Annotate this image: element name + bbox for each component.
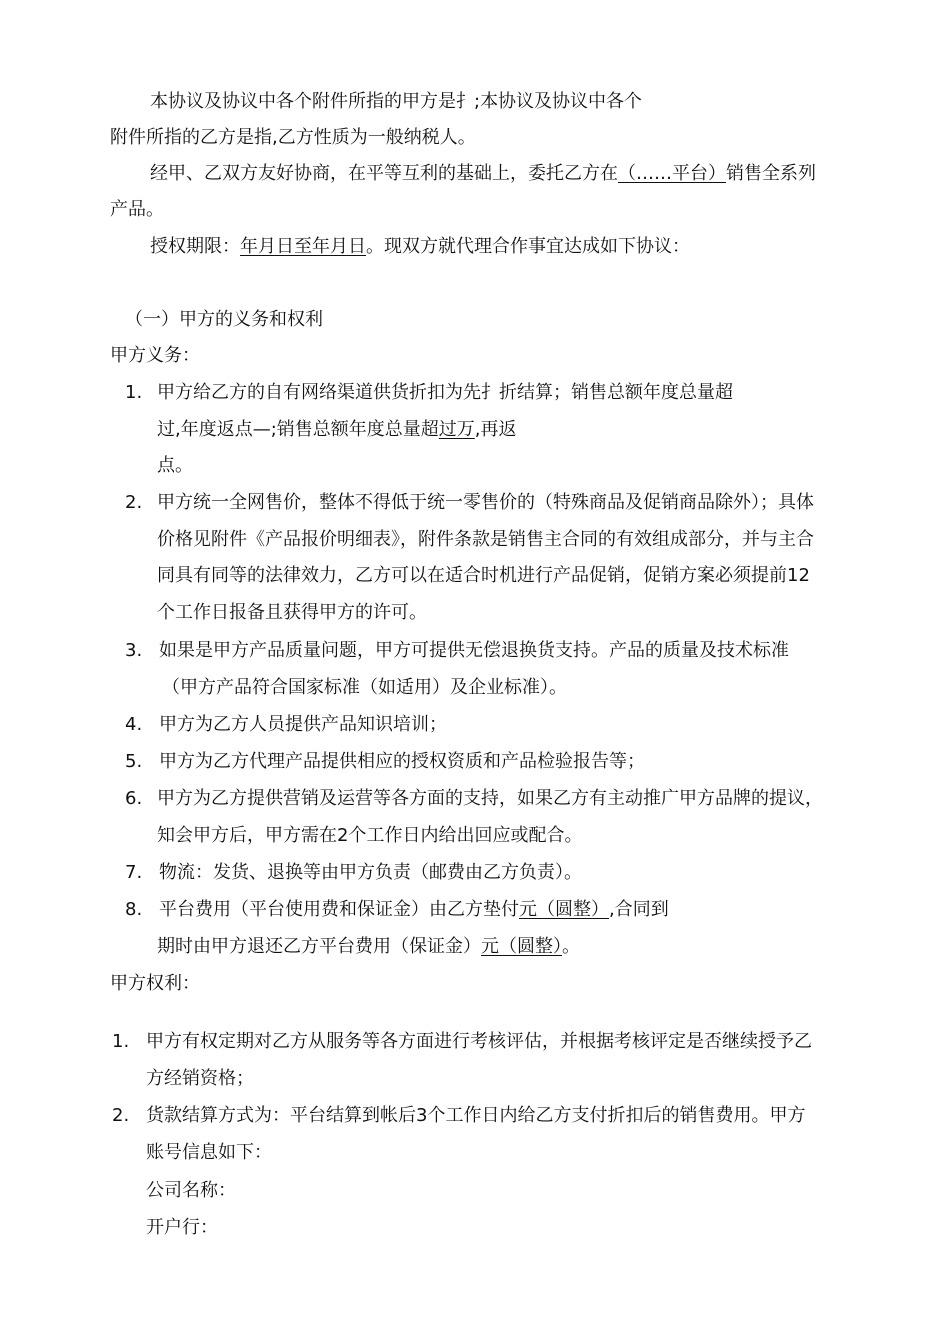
intro-paragraph-2-line-2: 产品。 xyxy=(110,199,164,220)
duty-6-line-1: 甲方为乙方提供营销及运营等各方面的支持，如果乙方有主动推广甲方品牌的提议， xyxy=(157,788,823,809)
right-2-line-2: 账号信息如下： xyxy=(146,1142,272,1163)
duty-7-line-1: 物流：发货、退换等由甲方负责（邮费由乙方负责）。 xyxy=(159,862,582,883)
duty-2-line-2: 价格见附件《产品报价明细表》，附件条款是销售主合同的有效组成部分，并与主合 xyxy=(157,529,814,550)
duty-8-number: 8. xyxy=(125,899,143,920)
duty-6-number: 6. xyxy=(125,788,143,809)
right-1-line-2: 方经销资格； xyxy=(146,1068,254,1089)
duty-3-line-2: （甲方产品符合国家标准（如适用）及企业标准）。 xyxy=(162,677,567,698)
duty-2-number: 2. xyxy=(125,492,143,513)
authorization-period: 授权期限：年月日至年月日。现双方就代理合作事宜达成如下协议： xyxy=(150,236,690,257)
duty-5-number: 5. xyxy=(125,751,143,772)
duty-4-line-1: 甲方为乙方人员提供产品知识培训； xyxy=(159,714,447,735)
date-range-blank: 年月日至年月日 xyxy=(240,236,366,257)
right-2-number: 2. xyxy=(112,1105,130,1126)
right-1-line-1: 甲方有权定期对乙方从服务等各方面进行考核评估，并根据考核评定是否继续授予乙 xyxy=(146,1031,812,1052)
duty-3-line-1: 如果是甲方产品质量问题，甲方可提供无偿退换货支持。产品的质量及技术标准 xyxy=(159,640,789,661)
duty-6-line-2: 知会甲方后，甲方需在2个工作日内给出回应或配合。 xyxy=(157,825,583,846)
duties-label: 甲方义务： xyxy=(110,345,200,366)
platform-blank: （……平台） xyxy=(618,163,726,184)
intro-paragraph-1-line-1: 本协议及协议中各个附件所指的甲方是扌;本协议及协议中各个 xyxy=(150,91,643,112)
rights-label: 甲方权利： xyxy=(110,973,200,994)
right-2-line-1: 货款结算方式为：平台结算到帐后3个工作日内给乙方支付折扣后的销售费用。甲方 xyxy=(146,1105,806,1126)
duty-4-number: 4. xyxy=(125,714,143,735)
duty-2-line-3: 同具有同等的法律效力，乙方可以在适合时机进行产品促销，促销方案必须提前12 xyxy=(157,565,810,586)
section-heading: （一）甲方的义务和权利 xyxy=(125,309,323,330)
company-name-label: 公司名称： xyxy=(146,1180,236,1201)
duty-1-line-2: 过,年度返点—;销售总额年度总量超过万,再返 xyxy=(157,419,517,440)
duty-3-number: 3. xyxy=(125,640,143,661)
duty-5-line-1: 甲方为乙方代理产品提供相应的授权资质和产品检验报告等； xyxy=(159,751,645,772)
intro-paragraph-1-line-2: 附件所指的乙方是指,乙方性质为一般纳税人。 xyxy=(110,127,476,148)
duty-1-number: 1. xyxy=(125,382,143,403)
duty-2-line-1: 甲方统一全网售价，整体不得低于统一零售价的（特殊商品及促销商品除外）；具体 xyxy=(157,492,814,513)
duty-8-line-2: 期时由甲方退还乙方平台费用（保证金）元（圆整）。 xyxy=(157,936,580,957)
bank-label: 开户行： xyxy=(146,1217,218,1238)
duty-2-line-4: 个工作日报备且获得甲方的许可。 xyxy=(157,602,427,623)
duty-8-line-1: 平台费用（平台使用费和保证金）由乙方垫付元（圆整）,合同到 xyxy=(159,899,669,920)
intro-paragraph-2-line-1: 经甲、乙双方友好协商，在平等互利的基础上，委托乙方在（……平台）销售全系列 xyxy=(150,163,816,184)
right-1-number: 1. xyxy=(112,1031,130,1052)
duty-1-line-1: 甲方给乙方的自有网络渠道供货折扣为先扌折结算；销售总额年度总量超 xyxy=(157,382,733,403)
duty-7-number: 7. xyxy=(125,862,143,883)
duty-1-line-3: 点。 xyxy=(157,455,193,476)
